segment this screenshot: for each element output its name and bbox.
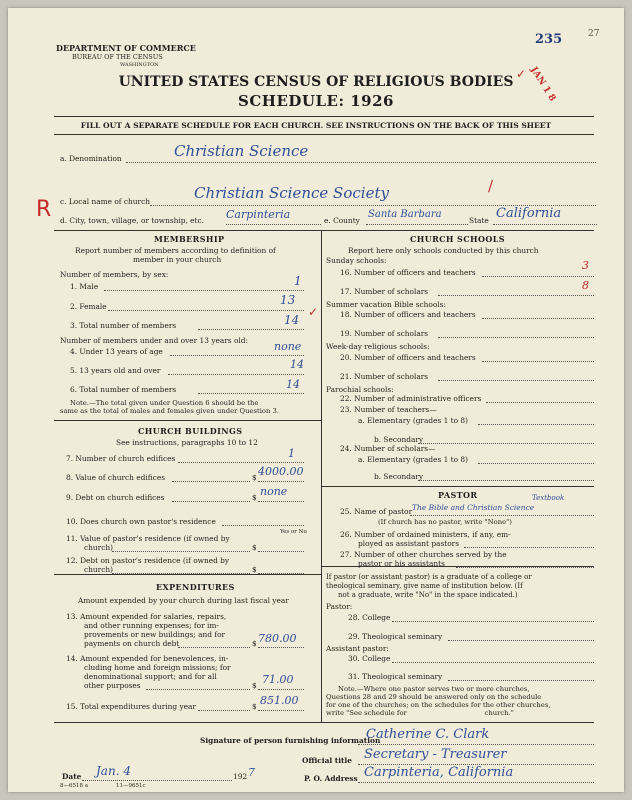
expenditures-sub: Amount expended by your church during last fiscal year: [78, 596, 289, 605]
city-rule: [226, 224, 321, 225]
q15-dollar: $: [252, 702, 257, 711]
q13-rule: [178, 647, 250, 648]
q15-label: 15. Total expenditures during year: [66, 702, 196, 711]
by-sex-label: Number of members, by sex:: [60, 270, 169, 279]
q25-extra-value: Textbook: [532, 494, 565, 502]
q1-value: 1: [294, 274, 302, 288]
official-title-value: Secretary - Treasurer: [364, 747, 507, 762]
q14-dollar: $: [252, 681, 257, 690]
instruction-line: FILL OUT A SEPARATE SCHEDULE FOR EACH CHURCH. SEE INSTRUCTIONS ON THE BACK OF THIS SHEET: [80, 121, 552, 130]
grid-left-rule-2: [54, 574, 321, 575]
county-value: Santa Barbara: [368, 209, 442, 220]
state-label: State: [469, 216, 489, 225]
denomination-rule: [126, 162, 596, 163]
q2-rule: [108, 310, 304, 311]
q11-label-1: 11. Value of pastor's residence (if owned by: [66, 534, 230, 543]
age-head-label: Number of members under and over 13 years old:: [60, 336, 248, 345]
q14-amount-rule: [258, 689, 304, 690]
q13-dollar: $: [252, 639, 257, 648]
q9-value: none: [260, 485, 288, 498]
po-address-rule: [358, 782, 594, 783]
q14-rule: [146, 689, 250, 690]
q16-value: 3: [582, 259, 589, 272]
membership-intro-1: Report number of members according to definition of: [75, 246, 276, 255]
q14-label-2: cluding home and foreign missions; for: [84, 663, 231, 672]
q26-rule: [464, 547, 594, 548]
q17-rule: [438, 295, 594, 296]
q18-rule: [482, 318, 594, 319]
q20-label: 20. Number of officers and teachers: [340, 353, 476, 362]
q28-label: 28. College: [348, 613, 391, 622]
q15-amount-rule: [258, 710, 304, 711]
pastor-note-3: for one of the churches; on the schedules for the other churches,: [326, 701, 551, 709]
stamp-number: 235: [535, 32, 563, 47]
q23b-label: b. Secondary: [374, 435, 424, 444]
q4-rule: [170, 355, 304, 356]
graduate-note-3: not a graduate, write "No" in the space indicated.): [338, 591, 518, 599]
q30-label: 30. College: [348, 654, 391, 663]
q8-rule: [172, 481, 250, 482]
q4-value: none: [274, 340, 302, 353]
q19-label: 19. Number of scholars: [340, 329, 429, 338]
q14-label-3: denominational support; and for all: [84, 672, 217, 681]
city-value: Carpinteria: [226, 208, 291, 221]
dept-name: DEPARTMENT OF COMMERCE: [56, 43, 196, 53]
q11-amount-rule: [258, 551, 304, 552]
q13-label-4: payments on church debt: [84, 639, 180, 648]
q22-rule: [486, 402, 594, 403]
q13-label-3: provements or new buildings; and for: [84, 630, 226, 639]
q9-amount-rule: [258, 501, 304, 502]
q25-label: 25. Name of pastor: [340, 507, 413, 516]
q17-value: 8: [582, 279, 589, 292]
q16-rule: [482, 276, 594, 277]
year-value: 7: [248, 766, 255, 779]
buildings-sub: See instructions, paragraphs 10 to 12: [116, 438, 258, 447]
pastor-note-1: Note.—Where one pastor serves two or more churches,: [338, 685, 530, 693]
q3-label: 3. Total number of members: [70, 321, 177, 330]
official-title-label: Official title: [302, 756, 352, 765]
q8-value: 4000.00: [258, 465, 304, 478]
q16-label: 16. Number of officers and teachers: [340, 268, 476, 277]
pastor-heading: PASTOR: [438, 490, 478, 500]
print-number: 11—9651c: [116, 783, 146, 789]
q6-value: 14: [286, 378, 300, 391]
date-value: Jan. 4: [96, 764, 131, 778]
grid-left-rule-1: [54, 420, 321, 421]
q1-label: 1. Male: [70, 282, 99, 291]
schedule-title: SCHEDULE: 1926: [238, 92, 394, 110]
q9-rule: [172, 501, 250, 502]
q19-rule: [438, 337, 594, 338]
q12-dollar: $: [252, 565, 257, 574]
q24b-rule: [418, 480, 594, 481]
date-label: Date: [62, 772, 82, 781]
po-address-label: P. O. Address: [304, 774, 358, 783]
parochial-label: Parochial schools:: [326, 385, 394, 394]
q24a-label: a. Elementary (grades 1 to 8): [358, 455, 469, 464]
q30-rule: [392, 662, 594, 663]
q11-rule: [112, 551, 250, 552]
q8-label: 8. Value of church edifices: [66, 473, 165, 482]
vacation-label: Summer vacation Bible schools:: [326, 300, 446, 309]
q27-label-2: pastor or his assistants: [358, 559, 445, 568]
check-mark-icon: ✓: [516, 67, 527, 81]
q12-label-1: 12. Debt on pastor's residence (if owned by: [66, 556, 230, 565]
q23b-rule: [418, 443, 594, 444]
pastor-note-4: write "See schedule for church.": [326, 709, 514, 717]
pastor-note-2: Questions 28 and 29 should be answered only on the schedule: [326, 693, 542, 701]
q1-rule: [104, 290, 304, 291]
membership-note-1: Note.—The total given under Question 6 should be the: [70, 399, 259, 407]
q6-label: 6. Total number of members: [70, 385, 177, 394]
q15-value: 851.00: [260, 694, 299, 707]
bureau-city: WASHINGTON: [120, 62, 159, 68]
red-r-mark: R: [36, 197, 52, 222]
yes-no-hint: Yes or No: [280, 529, 307, 535]
q15-rule: [198, 710, 250, 711]
q9-label: 9. Debt on church edifices: [66, 493, 165, 502]
q11-dollar: $: [252, 543, 257, 552]
pastor-sub-label: Pastor:: [326, 602, 353, 611]
q13-amount-rule: [258, 647, 304, 648]
q11-label-2: church): [84, 543, 113, 552]
q12-label-2: church): [84, 565, 113, 574]
q10-label: 10. Does church own pastor's residence: [66, 517, 216, 526]
q8-dollar: $: [252, 473, 257, 482]
q28-rule: [392, 621, 594, 622]
q23-label: 23. Number of teachers—: [340, 405, 437, 414]
q6-rule: [198, 393, 304, 394]
q29-label: 29. Theological seminary: [348, 632, 443, 641]
q3-rule: [198, 329, 304, 330]
membership-note-2: same as the total of males and females given under Question 3.: [60, 407, 279, 415]
q13-value: 780.00: [258, 632, 297, 645]
q26-label-1: 26. Number of ordained ministers, if any, em-: [340, 530, 511, 539]
red-slash-mark: /: [488, 177, 494, 195]
denomination-value: Christian Science: [174, 142, 309, 160]
q7-label: 7. Number of church edifices: [66, 454, 176, 463]
q31-label: 31. Theological seminary: [348, 672, 443, 681]
form-number: 8—6518 a: [60, 783, 89, 789]
q12-amount-rule: [258, 573, 304, 574]
q31-rule: [448, 680, 594, 681]
assistant-sub-label: Assistant pastor:: [326, 644, 389, 653]
q5-value: 14: [290, 358, 304, 371]
q22-label: 22. Number of administrative officers: [340, 394, 482, 403]
q21-label: 21. Number of scholars: [340, 372, 429, 381]
grid-top-rule: [54, 230, 594, 231]
q25-rule: [410, 515, 594, 516]
q29-rule: [448, 640, 594, 641]
q14-value: 71.00: [262, 673, 294, 686]
q25-note: (If church has no pastor, write "None"): [378, 518, 512, 526]
q23a-label: a. Elementary (grades 1 to 8): [358, 416, 469, 425]
q24a-rule: [478, 463, 594, 464]
buildings-heading: CHURCH BUILDINGS: [138, 426, 243, 436]
q18-label: 18. Number of officers and teachers: [340, 310, 476, 319]
q5-rule: [168, 374, 304, 375]
grid-bottom-rule: [54, 722, 594, 723]
q24b-label: b. Secondary: [374, 472, 424, 481]
state-rule: [493, 224, 597, 225]
q23a-rule: [478, 424, 594, 425]
graduate-note-1: If pastor (or assistant pastor) is a graduate of a college or: [326, 573, 532, 581]
q7-value: 1: [288, 447, 295, 460]
q2-label: 2. Female: [70, 302, 107, 311]
q4-label: 4. Under 13 years of age: [70, 347, 163, 356]
bureau-name: BUREAU OF THE CENSUS: [72, 53, 163, 61]
q14-label-4: other purposes: [84, 681, 141, 690]
q5-label: 5. 13 years old and over: [70, 366, 161, 375]
signature-label: Signature of person furnishing information: [200, 736, 381, 745]
q8-amount-rule: [258, 481, 304, 482]
q27-rule: [456, 567, 594, 568]
county-rule: [366, 224, 468, 225]
local-name-label: c. Local name of church: [60, 197, 150, 206]
q7-rule: [178, 462, 304, 463]
po-address-value: Carpinteria, California: [364, 765, 514, 780]
q3-check-icon: ✓: [308, 305, 319, 319]
grid-right-rule-1: [321, 486, 594, 487]
signature-value: Catherine C. Clark: [366, 727, 490, 742]
q25-value: The Bible and Christian Science: [412, 503, 535, 512]
expenditures-heading: EXPENDITURES: [156, 582, 235, 592]
q13-label-2: and other running expenses; for im-: [84, 621, 219, 630]
graduate-note-2: theological seminary, give name of institution below. (If: [326, 582, 523, 590]
instruction-rule-top: [54, 116, 594, 117]
membership-heading: MEMBERSHIP: [154, 234, 225, 244]
grid-center-rule: [321, 230, 322, 722]
q21-rule: [438, 380, 594, 381]
membership-intro-2: member in your church: [133, 255, 222, 264]
q9-dollar: $: [252, 493, 257, 502]
q2-value: 13: [280, 293, 296, 307]
q24-label: 24. Number of scholars—: [340, 444, 436, 453]
q10-rule: [222, 525, 304, 526]
census-form-sheet: [8, 8, 624, 792]
city-label: d. City, town, village, or township, etc.: [60, 216, 205, 225]
q26-label-2: ployed as assistant pastors: [358, 539, 460, 548]
weekday-label: Week-day religious schools:: [326, 342, 430, 351]
q3-value: 14: [284, 313, 300, 327]
q13-label-1: 13. Amount expended for salaries, repairs,: [66, 612, 227, 621]
sunday-label: Sunday schools:: [326, 256, 387, 265]
local-name-value: Christian Science Society: [194, 184, 389, 202]
county-label: e. County: [324, 216, 360, 225]
state-value: California: [496, 206, 562, 221]
corner-number: 27: [588, 29, 600, 39]
instruction-rule-bottom: [54, 134, 594, 135]
denomination-label: a. Denomination: [60, 154, 122, 163]
schools-heading: CHURCH SCHOOLS: [410, 234, 505, 244]
q20-rule: [482, 361, 594, 362]
received-date-stamp: JAN 1 8: [528, 65, 558, 104]
year-prefix: 192: [233, 772, 248, 781]
date-rule: [82, 780, 232, 781]
q27-label-1: 27. Number of other churches served by the: [340, 550, 507, 559]
q17-label: 17. Number of scholars: [340, 287, 429, 296]
form-title: UNITED STATES CENSUS OF RELIGIOUS BODIES: [118, 74, 514, 90]
schools-sub: Report here only schools conducted by this church: [348, 246, 539, 255]
q14-label-1: 14. Amount expended for benevolences, in-: [66, 654, 229, 663]
q12-rule: [112, 573, 250, 574]
signature-rule: [358, 744, 594, 745]
